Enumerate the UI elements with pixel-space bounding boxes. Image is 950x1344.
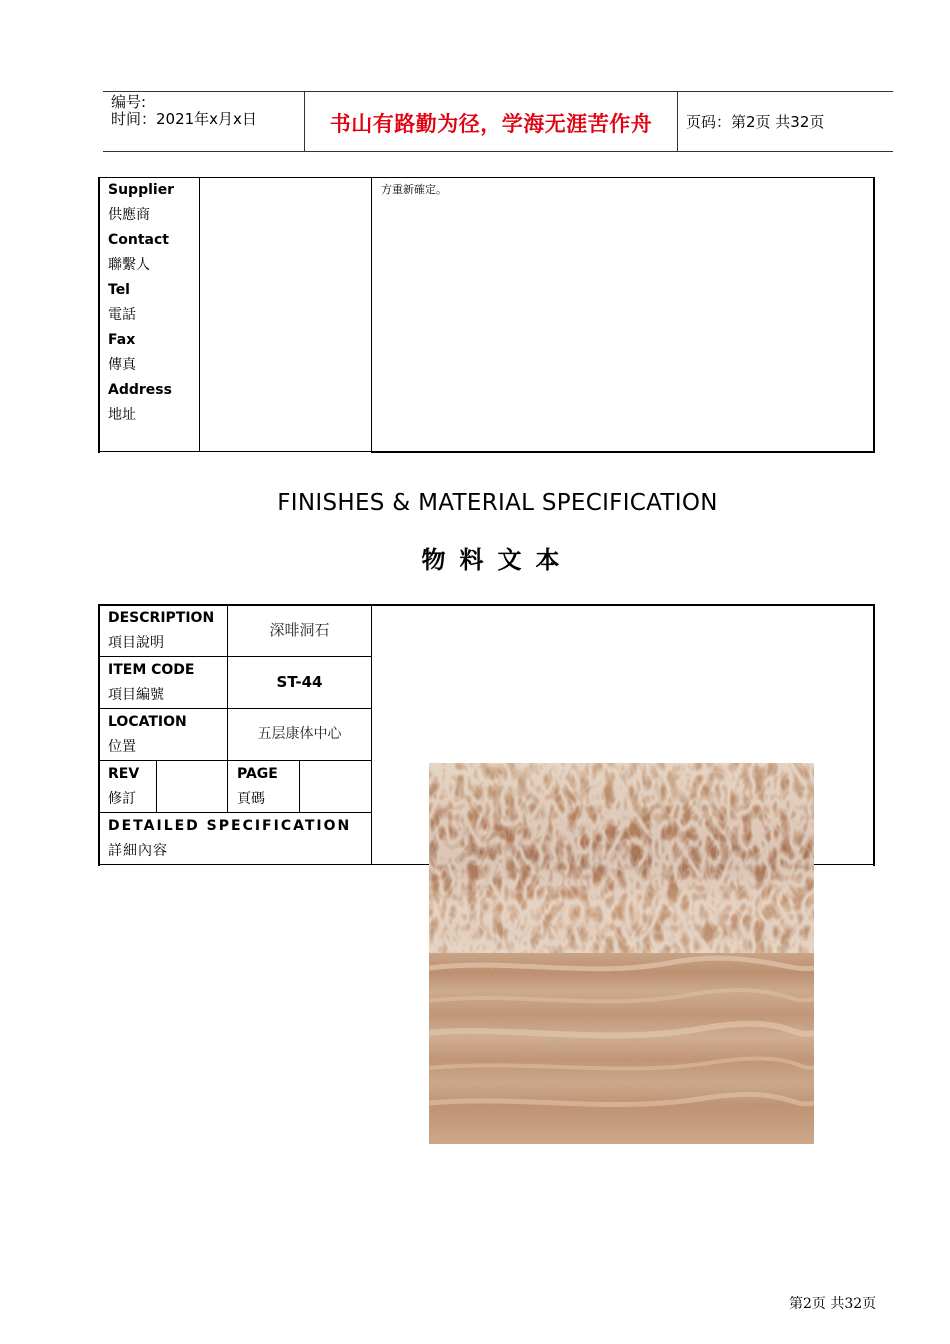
location-value: 五层康体中心 [257,726,342,742]
fax-label-cn: 傳真 [108,357,136,373]
supplier-table [98,177,875,453]
tel-label-cn: 電話 [108,307,136,323]
supplier-note: 方重新確定。 [381,183,447,196]
header-bottom-rule [103,151,893,152]
description-label: DESCRIPTION [108,610,215,626]
description-value: 深啡洞石 [269,621,330,639]
item-code-value: ST-44 [276,673,323,691]
description-label-cn: 項目說明 [108,635,164,651]
detailed-spec-label-cn: 詳細內容 [108,843,168,859]
item-code-label: ITEM CODE [108,662,195,678]
document-number-label: 编号: [111,93,147,111]
spec-title-chinese: 物料文本 [421,546,574,574]
header-top-rule [103,91,893,92]
footer-page-number: 第2页 共32页 [789,1296,877,1312]
fax-label: Fax [108,332,136,348]
location-label-cn: 位置 [108,739,136,755]
detailed-spec-label: DETAILED SPECIFICATION [108,818,352,834]
contact-label: Contact [108,232,169,248]
page-label-cn: 頁碼 [237,791,265,807]
location-label: LOCATION [108,714,187,730]
header-motto: 书山有路勤为径，学海无涯苦作舟 [329,111,653,136]
rev-label: REV [108,766,140,782]
header-divider-right [677,91,678,152]
supplier-label-cn: 供應商 [108,207,150,223]
address-label: Address [108,382,172,398]
tel-label: Tel [108,282,130,298]
material-sample-image [429,763,814,1144]
page-label: PAGE [237,766,278,782]
item-code-label-cn: 項目編號 [108,687,164,703]
contact-label-cn: 聯繫人 [108,257,150,273]
header-page-info: 页码：第2页 共32页 [686,113,825,131]
rev-label-cn: 修訂 [108,791,136,807]
spec-title-english: FINISHES & MATERIAL SPECIFICATION [277,490,718,516]
supplier-label: Supplier [108,182,175,198]
document-date: 时间：2021年x月x日 [111,110,257,128]
address-label-cn: 地址 [108,407,136,423]
